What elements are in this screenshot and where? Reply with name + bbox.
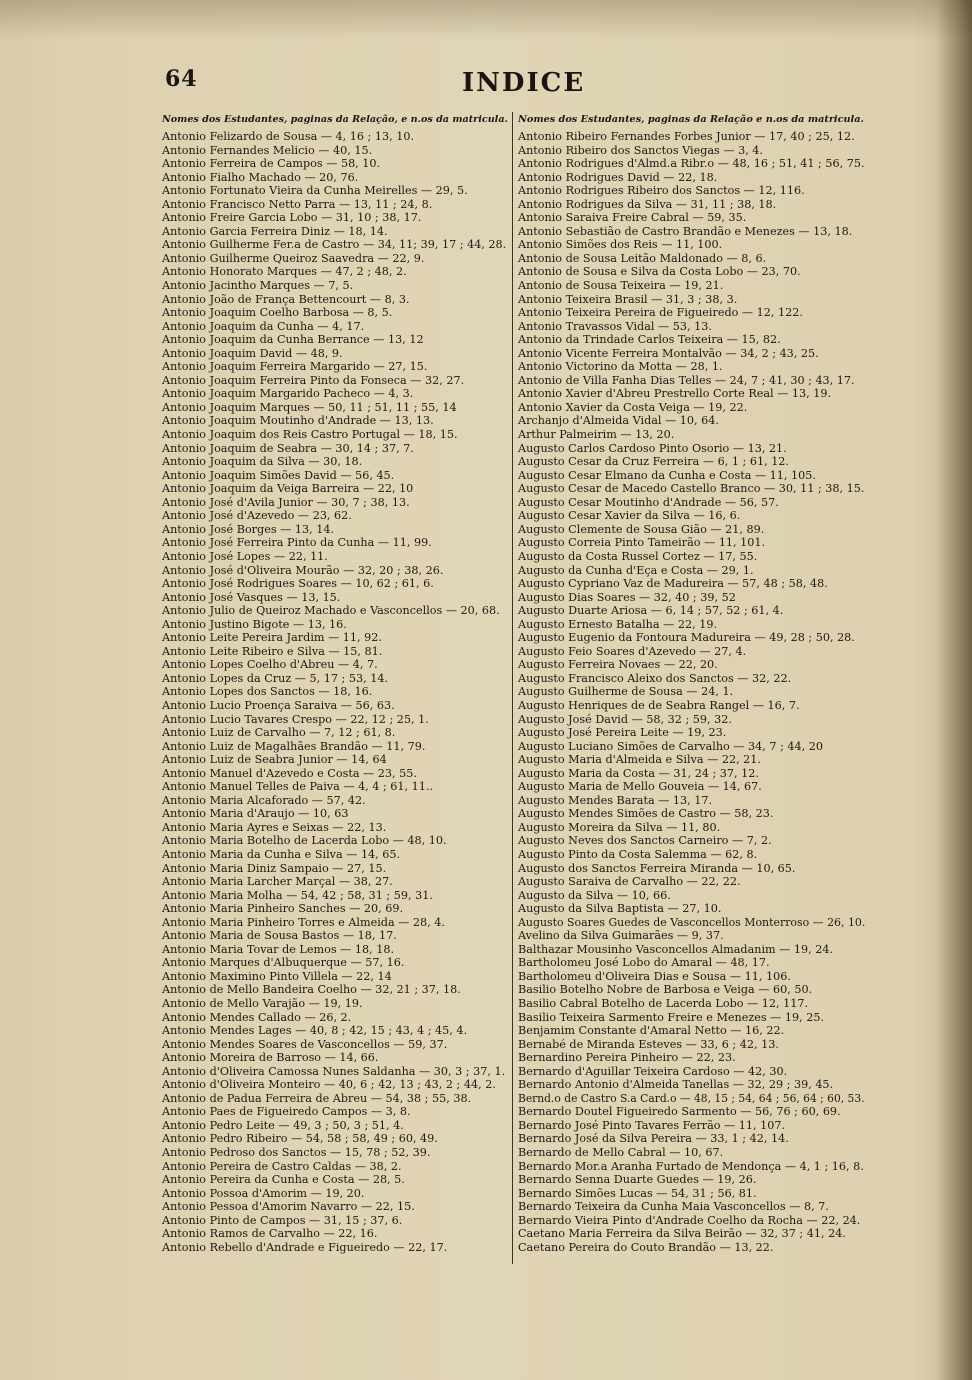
index-entry: Antonio Joaquim Simões David — 56, 45. [162, 468, 395, 482]
index-entry: Antonio Luiz de Carvalho — 7, 12 ; 61, 8. [162, 726, 396, 740]
index-entry: Augusto da Silva Baptista — 27, 10. [518, 902, 722, 916]
index-entry: Antonio Mendes Soares de Vasconcellos — 59, 37. [162, 1037, 448, 1051]
index-entry: Antonio Julio de Queiroz Machado e Vasconcellos — 20, 68. [162, 604, 500, 618]
index-entry: Augusto José David — 58, 32 ; 59, 32. [518, 712, 732, 726]
index-entry: Antonio Joaquim Marques — 50, 11 ; 51, 11 ; 55, 14 [162, 400, 457, 414]
index-entry: Bartholomeu d'Oliveira Dias e Sousa — 11, 106. [518, 969, 791, 983]
left-column-header: Nomes dos Estudantes, paginas da Relação, e n.os da matricula. [162, 114, 508, 125]
index-entry: Antonio José d'Oliveira Mourão — 32, 20 ; 38, 26. [162, 563, 444, 577]
index-entry: Antonio José d'Azevedo — 23, 62. [162, 509, 352, 523]
index-entry: Caetano Pereira do Couto Brandão — 13, 22. [518, 1240, 774, 1254]
index-entry: Antonio de Mello Bandeira Coelho — 32, 21 ; 37, 18. [162, 983, 461, 997]
index-entry: Augusto Luciano Simões de Carvalho — 34, 7 ; 44, 20 [518, 739, 823, 753]
index-entry: Antonio d'Oliveira Monteiro — 40, 6 ; 42, 13 ; 43, 2 ; 44, 2. [162, 1078, 496, 1092]
index-entry: Augusto Neves dos Sanctos Carneiro — 7, 2. [518, 834, 772, 848]
index-entry: Antonio Maria da Cunha e Silva — 14, 65. [162, 847, 401, 861]
index-entry: Antonio Joaquim Ferreira Pinto da Fonseca — 32, 27. [162, 373, 465, 387]
index-entry: Antonio de Mello Varajão — 19, 19. [162, 997, 363, 1010]
index-entry: Antonio Lopes dos Sanctos — 18, 16. [162, 685, 373, 699]
index-entry: Antonio João de França Bettencourt — 8, 3. [162, 292, 410, 306]
index-entry: Antonio Ribeiro Fernandes Forbes Junior — 17, 40 ; 25, 12. [518, 130, 855, 143]
index-entry: Augusto Correia Pinto Tameirão — 11, 101. [518, 536, 766, 550]
column-divider [512, 112, 513, 1264]
index-entry: Antonio Lopes Coelho d'Abreu — 4, 7. [162, 658, 378, 672]
index-entry: Antonio José Rodrigues Soares — 10, 62 ; 61, 6. [162, 577, 434, 591]
index-entry: Antonio Joaquim da Silva — 30, 18. [162, 455, 363, 469]
index-entry: Antonio Ramos de Carvalho — 22, 16. [162, 1227, 378, 1241]
index-entry: Bernardo Mor.a Aranha Furtado de Mendonça — 4, 1 ; 16, 8. [518, 1159, 864, 1173]
index-entry: Augusto Feio Soares d'Azevedo — 27, 4. [518, 644, 747, 658]
index-entry: Antonio Joaquim Ferreira Margarido — 27, 15. [162, 360, 428, 374]
index-entry: Antonio Lopes da Cruz — 5, 17 ; 53, 14. [162, 671, 389, 685]
index-entry: Basilio Cabral Botelho de Lacerda Lobo — 12, 117. [518, 997, 809, 1010]
index-entry: Augusto Pinto da Costa Salemma — 62, 8. [518, 847, 758, 861]
index-entry: Antonio Rodrigues Ribeiro dos Sanctos — 12, 116. [518, 184, 805, 198]
index-entry: Basilio Teixeira Sarmento Freire e Menezes — 19, 25. [518, 1010, 825, 1024]
index-entry: Caetano Maria Ferreira da Silva Beirão — 32, 37 ; 41, 24. [518, 1227, 846, 1241]
index-entry: Antonio Honorato Marques — 47, 2 ; 48, 2. [162, 265, 407, 279]
index-entry: Bernardo José Pinto Tavares Ferrão — 11, 107. [518, 1118, 786, 1132]
right-column-header: Nomes dos Estudantes, paginas da Relação e n.os da matricula. [518, 114, 864, 125]
index-entry: Augusto Moreira da Silva — 11, 80. [518, 820, 721, 834]
index-entry: Antonio Leite Ribeiro e Silva — 15, 81. [162, 644, 383, 658]
index-entry: Antonio Lucio Proença Saraiva — 56, 63. [162, 698, 395, 712]
index-entry: Antonio Joaquim dos Reis Castro Portugal — 18, 15. [162, 428, 458, 442]
index-entry: Augusto Clemente de Sousa Gião — 21, 89. [518, 522, 765, 536]
index-entry: Bernardo Vieira Pinto d'Andrade Coelho da Rocha — 22, 24. [518, 1213, 861, 1227]
index-entry: Augusto Cesar Elmano da Cunha e Costa — 11, 105. [518, 468, 816, 482]
index-entry: Antonio Vicente Ferreira Montalvão — 34, 2 ; 43, 25. [518, 346, 819, 360]
index-entry: Antonio Manuel Telles de Paiva — 4, 4 ; 61, 11.. [162, 780, 433, 794]
index-entry: Antonio d'Oliveira Camossa Nunes Saldanha — 30, 3 ; 37, 1. [162, 1064, 506, 1078]
index-entry: Antonio Joaquim Coelho Barbosa — 8, 5. [162, 306, 393, 320]
index-entry: Antonio Maria Tovar de Lemos — 18, 18. [162, 942, 395, 956]
index-entry: Augusto Saraiva de Carvalho — 22, 22. [518, 875, 741, 889]
index-entry: Augusto Henriques de de Seabra Rangel — 16, 7. [518, 698, 800, 712]
index-entry: Bernardo Senna Duarte Guedes — 19, 26. [518, 1173, 757, 1187]
index-entry: Augusto da Silva — 10, 66. [518, 888, 671, 902]
index-entry: Antonio Leite Pereira Jardim — 11, 92. [162, 631, 382, 645]
index-entry: Antonio Maria de Sousa Bastos — 18, 17. [162, 929, 397, 943]
index-entry: Arthur Palmeirim — 13, 20. [518, 428, 675, 442]
index-entry: Augusto Soares Guedes de Vasconcellos Monterroso — 26, 10. [518, 915, 866, 929]
left-column [162, 111, 512, 1254]
index-entry: Antonio Maria Ayres e Seixas — 22, 13. [162, 820, 387, 834]
index-entry: Augusto Guilherme de Sousa — 24, 1. [518, 685, 734, 699]
index-entry: Augusto Carlos Cardoso Pinto Osorio — 13, 21. [518, 441, 787, 455]
index-entry: Antonio Francisco Netto Parra — 13, 11 ; 24, 8. [162, 197, 433, 211]
index-entry: Antonio Mendes Lages — 40, 8 ; 42, 15 ; 43, 4 ; 45, 4. [162, 1024, 468, 1038]
index-entry: Antonio Fialho Machado — 20, 76. [162, 170, 359, 184]
page-title: INDICE [462, 68, 586, 98]
index-entry: Bernardino Pereira Pinheiro — 22, 23. [518, 1051, 736, 1065]
index-entry: Augusto Ferreira Novaes — 22, 20. [518, 658, 718, 672]
index-entry: Antonio Luiz de Seabra Junior — 14, 64 [162, 753, 387, 767]
index-entry: Antonio Joaquim de Seabra — 30, 14 ; 37, 7. [162, 441, 414, 455]
right-column [518, 111, 868, 1254]
index-entry: Augusto Cypriano Vaz de Madureira — 57, 48 ; 58, 48. [518, 577, 828, 591]
index-entry: Antonio Saraiva Freire Cabral — 59, 35. [518, 211, 747, 225]
index-entry: Bernardo José da Silva Pereira — 33, 1 ; 42, 14. [518, 1132, 789, 1146]
index-entry: Antonio Joaquim da Veiga Barreira — 22, 10 [162, 482, 414, 496]
index-entry: Antonio de Villa Fanha Dias Telles — 24, 7 ; 41, 30 ; 43, 17. [518, 373, 855, 387]
index-entry: Antonio José Borges — 13, 14. [162, 522, 334, 536]
index-entry: Antonio Travassos Vidal — 53, 13. [518, 319, 712, 333]
index-entry: Antonio Maria d'Araujo — 10, 63 [162, 807, 349, 821]
index-entry: Bernardo de Mello Cabral — 10, 67. [518, 1146, 724, 1160]
page-edge-shading [936, 0, 972, 1380]
index-entry: Antonio Moreira de Barroso — 14, 66. [162, 1051, 379, 1065]
index-entry: Benjamim Constante d'Amaral Netto — 16, 22. [518, 1024, 785, 1038]
index-entry: Antonio Pedro Leite — 49, 3 ; 50, 3 ; 51, 4. [162, 1118, 404, 1132]
index-entry: Bernardo d'Aguillar Teixeira Cardoso — 42, 30. [518, 1064, 788, 1078]
index-entry: Antonio Joaquim David — 48, 9. [162, 346, 343, 360]
index-entry: Antonio Joaquim Margarido Pacheco — 4, 3. [162, 387, 414, 401]
index-entry: Antonio José Vasques — 13, 15. [162, 590, 341, 604]
index-entry: Antonio Pereira de Castro Caldas — 38, 2. [162, 1159, 402, 1173]
index-entry: Antonio Victorino da Motta — 28, 1. [518, 360, 723, 374]
index-entry: Antonio Mendes Callado — 26, 2. [162, 1010, 352, 1024]
index-entry: Antonio Joaquim da Cunha — 4, 17. [162, 319, 365, 333]
index-entry: Bernabé de Miranda Esteves — 33, 6 ; 42, 13. [518, 1037, 779, 1051]
index-entry: Bernardo Teixeira da Cunha Maia Vasconcellos — 8, 7. [518, 1200, 829, 1214]
index-entry: Bernardo Antonio d'Almeida Tanellas — 32, 29 ; 39, 45. [518, 1078, 834, 1092]
index-entry: Antonio Fernandes Melicio — 40, 15. [162, 143, 373, 157]
index-entry: Bernd.o de Castro S.a Card.o — 48, 15 ; 54, 64 ; 56, 64 ; 60, 53. [518, 1091, 865, 1105]
index-entry: Augusto Cesar Xavier da Silva — 16, 6. [518, 509, 741, 523]
index-entry: Antonio Rodrigues da Silva — 31, 11 ; 38, 18. [518, 197, 777, 211]
index-entry: Antonio Maria Larcher Marçal — 38, 27. [162, 875, 393, 889]
index-entry: Antonio Maria Molha — 54, 42 ; 58, 31 ; 59, 31. [162, 888, 433, 902]
index-entry: Antonio Sebastião de Castro Brandão e Menezes — 13, 18. [518, 224, 853, 238]
index-entry: Antonio José d'Avila Junior — 30, 7 ; 38, 13. [162, 495, 410, 509]
index-entry: Augusto Duarte Ariosa — 6, 14 ; 57, 52 ; 61, 4. [518, 604, 784, 618]
index-entry: Antonio Rodrigues David — 22, 18. [518, 170, 718, 184]
index-entry: Augusto Mendes Simões de Castro — 58, 23. [518, 807, 774, 821]
index-entry: Antonio José Ferreira Pinto da Cunha — 11, 99. [162, 536, 432, 550]
index-entry: Antonio de Padua Ferreira de Abreu — 54, 38 ; 55, 38. [162, 1091, 472, 1105]
index-entry: Antonio de Sousa e Silva da Costa Lobo — 23, 70. [518, 265, 801, 279]
index-entry: Bernardo Simões Lucas — 54, 31 ; 56, 81. [518, 1186, 757, 1200]
index-entry: Bernardo Doutel Figueiredo Sarmento — 56, 76 ; 60, 69. [518, 1105, 841, 1119]
index-entry: Antonio Ferreira de Campos — 58, 10. [162, 157, 381, 171]
index-entry: Antonio Lucio Tavares Crespo — 22, 12 ; 25, 1. [162, 712, 429, 726]
index-entry: Antonio Garcia Ferreira Diniz — 18, 14. [162, 224, 388, 238]
index-entry: Antonio Xavier d'Abreu Prestrello Corte Real — 13, 19. [518, 387, 832, 401]
index-entry: Antonio Joaquim da Cunha Berrance — 13, 12 [162, 333, 424, 347]
index-entry: Antonio Pereira da Cunha e Costa — 28, 5. [162, 1173, 405, 1187]
index-entry: Antonio Maximino Pinto Villela — 22, 14 [162, 969, 392, 983]
index-entry: Antonio Teixeira Pereira de Figueiredo — 12, 122. [518, 306, 803, 320]
index-entry: Antonio Maria Pinheiro Sanches — 20, 69. [162, 902, 404, 916]
page-top-shading [0, 0, 972, 40]
index-entry: Antonio da Trindade Carlos Teixeira — 15, 82. [518, 333, 781, 347]
index-entry: Antonio Ribeiro dos Sanctos Viegas — 3, 4. [518, 143, 763, 157]
index-entry: Balthazar Mousinho Vasconcellos Almadanim — 19, 24. [518, 942, 834, 956]
index-entry: Augusto Mendes Barata — 13, 17. [518, 793, 713, 807]
index-entry: Antonio Xavier da Costa Veiga — 19, 22. [518, 400, 748, 414]
index-entry: Antonio Simões dos Reis — 11, 100. [518, 238, 723, 252]
index-entry: Augusto Maria d'Almeida e Silva — 22, 21. [518, 753, 761, 767]
index-entry: Antonio Pinto de Campos — 31, 15 ; 37, 6. [162, 1213, 403, 1227]
index-entry: Augusto Maria de Mello Gouveia — 14, 67. [518, 780, 762, 794]
right-entry-list [518, 130, 868, 1254]
index-entry: Basilio Botelho Nobre de Barbosa e Veiga — 60, 50. [518, 983, 813, 997]
index-entry: Augusto Cesar de Macedo Castello Branco — 30, 11 ; 38, 15. [518, 482, 865, 496]
index-entry: Augusto Cesar da Cruz Ferreira — 6, 1 ; 61, 12. [518, 455, 789, 469]
index-entry: Antonio Marques d'Albuquerque — 57, 16. [162, 956, 405, 970]
index-entry: Antonio Justino Bigote — 13, 16. [162, 617, 347, 631]
index-entry: Augusto Francisco Aleixo dos Sanctos — 32, 22. [518, 671, 792, 685]
index-entry: Antonio Jacintho Marques — 7, 5. [162, 279, 354, 293]
index-entry: Augusto da Costa Russel Cortez — 17, 55. [518, 549, 758, 563]
index-entry: Augusto da Cunha d'Eça e Costa — 29, 1. [518, 563, 754, 577]
index-entry: Bartholomeu José Lobo do Amaral — 48, 17. [518, 956, 770, 970]
index-entry: Antonio Maria Pinheiro Torres e Almeida — 28, 4. [162, 915, 445, 929]
page-number: 64 [165, 66, 198, 92]
index-entry: Antonio Maria Botelho de Lacerda Lobo — 48, 10. [162, 834, 447, 848]
index-entry: Antonio Maria Alcaforado — 57, 42. [162, 793, 366, 807]
index-entry: Antonio Teixeira Brasil — 31, 3 ; 38, 3. [518, 292, 738, 306]
index-entry: Archanjo d'Almeida Vidal — 10, 64. [518, 414, 719, 428]
index-entry: Augusto Eugenio da Fontoura Madureira — 49, 28 ; 50, 28. [518, 631, 855, 645]
index-entry: Antonio Rodrigues d'Almd.a Ribr.o — 48, 16 ; 51, 41 ; 56, 75. [518, 157, 865, 171]
left-entry-list [162, 130, 512, 1254]
index-entry: Antonio Pedroso dos Sanctos — 15, 78 ; 52, 39. [162, 1146, 431, 1160]
index-entry: Antonio de Sousa Leitão Maldonado — 8, 6. [518, 251, 767, 265]
index-entry: Antonio Luiz de Magalhães Brandão — 11, 79. [162, 739, 426, 753]
index-entry: Antonio Possoa d'Amorim — 19, 20. [162, 1186, 365, 1200]
index-entry: Augusto Ernesto Batalha — 22, 19. [518, 617, 717, 631]
index-entry: Antonio Freire Garcia Lobo — 31, 10 ; 38, 17. [162, 211, 422, 225]
index-entry: Antonio José Lopes — 22, 11. [162, 549, 328, 563]
index-entry: Augusto José Pereira Leite — 19, 23. [518, 726, 727, 740]
index-entry: Augusto Cesar Moutinho d'Andrade — 56, 57. [518, 495, 779, 509]
index-entry: Antonio de Sousa Teixeira — 19, 21. [518, 279, 724, 293]
index-entry: Antonio Fortunato Vieira da Cunha Meirelles — 29, 5. [162, 184, 468, 198]
index-entry: Augusto Dias Soares — 32, 40 ; 39, 52 [518, 590, 736, 604]
index-entry: Antonio Manuel d'Azevedo e Costa — 23, 55. [162, 766, 417, 780]
index-entry: Antonio Rebello d'Andrade e Figueiredo — 22, 17. [162, 1240, 448, 1254]
index-entry: Antonio Guilherme Fer.a de Castro — 34, 11; 39, 17 ; 44, 28. [162, 238, 507, 252]
index-entry: Antonio Joaquim Moutinho d'Andrade — 13, 13. [162, 414, 434, 428]
index-entry: Augusto dos Sanctos Ferreira Miranda — 10, 65. [518, 861, 796, 875]
index-entry: Antonio Maria Diniz Sampaio — 27, 15. [162, 861, 387, 875]
index-entry: Antonio Pedro Ribeiro — 54, 58 ; 58, 49 ; 60, 49. [162, 1132, 438, 1146]
index-entry: Augusto Maria da Costa — 31, 24 ; 37, 12. [518, 766, 759, 780]
index-entry: Antonio Pessoa d'Amorim Navarro — 22, 15. [162, 1200, 415, 1214]
index-entry: Antonio Paes de Figueiredo Campos — 3, 8. [162, 1105, 411, 1119]
index-entry: Avelino da Silva Guimarães — 9, 37. [518, 929, 724, 943]
index-entry: Antonio Guilherme Queiroz Saavedra — 22, 9. [162, 251, 425, 265]
index-entry: Antonio Felizardo de Sousa — 4, 16 ; 13, 10. [162, 130, 415, 143]
